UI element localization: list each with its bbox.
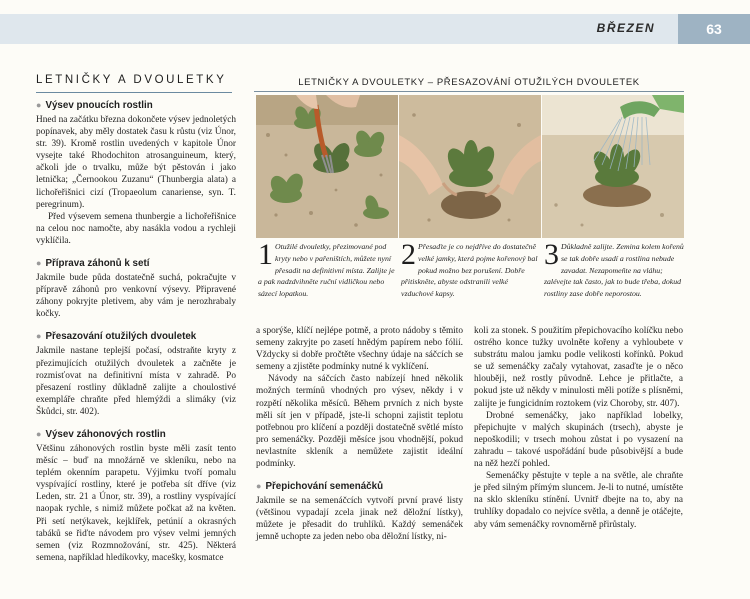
step-number: 1 bbox=[258, 238, 273, 271]
middle-text-column bbox=[256, 325, 463, 544]
bullet-icon: ● bbox=[36, 258, 42, 269]
paragraph: Jakmile nastane teplejší počasí, odstraňte kryty z přezimujících otužilých dvouletek a začněte je rozmisťovat na definitivní místa v zahradě. Po přesazení rostliny důkladně zalijte a choulostivé exempláře chraňte před hlemýždi a slimáky (viz Škůdci, str. 402). bbox=[36, 346, 236, 417]
step-number: 2 bbox=[401, 238, 416, 271]
section-title: LETNIČKY A DVOULETKY bbox=[36, 74, 232, 93]
bullet-icon: ● bbox=[36, 100, 42, 110]
paragraph: a sporýše, klíčí nejlépe potmě, a proto nádoby s těmito semeny zakryjte po zasetí hnědým papírem nebo fólií. Vždycky si dobře pročtěte všechny údaje na sáčcích se semeny a zjistěte podmínky nutné k vyklíčení. bbox=[256, 326, 463, 373]
page-number: 63 bbox=[706, 21, 722, 37]
illustration-lifting-plants bbox=[256, 95, 398, 238]
step-number: 3 bbox=[544, 238, 559, 271]
paragraph: koli za stonek. S použitím přepichovacího kolíčku nebo ostrého konce tužky uvolněte kořeny a vyhloubete v substrátu malou jamku podle velikosti kořínků. Pokud se už semenáčky začaly vytahovat, zasaďte je o něco hlouběji, než rostly původně. Lehce je přitlačte, a pokud jste už někdy v minulosti měli potíže s plísněmi, zalijte je fungicidním roztokem (viz Choroby, str. 407). bbox=[474, 326, 683, 409]
bullet-icon: ● bbox=[36, 428, 42, 439]
caption-step-1: 1 Otužilé dvouletky, přezimované pod kryty nebo v pařeništích, můžete nyní přesadit na definitivní místa. Zalijte je a pak nadzdvihněte ruční vidličkou nebo sázecí lopatkou. bbox=[258, 238, 395, 299]
running-head-month: BŘEZEN bbox=[596, 21, 655, 35]
figure-title: LETNIČKY A DVOULETKY – PŘESAZOVÁNÍ OTUŽILÝCH DVOULETEK bbox=[298, 77, 640, 88]
paragraph: Hned na začátku března dokončete výsev jednoletých popínavek, aby měly dostatek času k růstu (viz Únor, str. 39). Kromě rostlin uvedených v kapitole Únor vysejte také Rhodochiton atrosanguineum, který, ačkoli jde o trvalku, může být pěstován i jako letnička; „Černookou Zuzanu“ (Thunbergia alata) a lichořeřišnici cizí (Tropaeolum canariense, syn. T. peregrinum). bbox=[36, 115, 236, 210]
illustration-planting bbox=[399, 95, 541, 238]
caption-step-3: 3 Důkladně zalijte. Zemina kolem kořenů se tak dobře usadí a rostlina nebude zavadat. Nezapomeňte na vláhu; zalévejte tak často, jak to bude třeba, dokud rostliny zase dobře neporostou. bbox=[544, 238, 684, 299]
paragraph: Většinu záhonových rostlin byste měli zasít tento měsíc – buď na množárně ve skleníku, nebo na teplém okenním parapetu. Výjimku tvoří pomalu vyspívající rostliny, které je potřeba sít dříve (viz Leden, str. 21 a Únor, str. 39), a rostliny vyspívající naopak rychle, s nimiž můžete počkat až na květen. Při setí netýkavek, kejklířek, petúnií a okrasných tabáků se řiďte návodem pro výsev velmi jemných semen (viz Rozmnožování, str. 425). Některá semena, například hledíkovky, macešky, kosmatce bbox=[36, 443, 236, 563]
paragraph: Před výsevem semena thunbergie a lichořeřišnice na celou noc namočte, aby nasákla vodou a rychleji vyklíčila. bbox=[36, 211, 236, 246]
subheading: ● Příprava záhonů k setí bbox=[36, 258, 150, 270]
illustration-watering bbox=[542, 95, 684, 238]
subheading: ● Přepichování semenáčků bbox=[256, 481, 384, 493]
page-header bbox=[0, 0, 750, 44]
paragraph: Semenáčky pěstujte v teple a na světle, ale chraňte je před silným přímým sluncem. Je-li to nutné, umístěte na sklo skleníku stínění. Uvnitř dbejte na to, aby na truhlíky dopadalo co nejvíce světla, a denně je otáčejte, aby vám semenáčky rovnoměrně přirůstaly. bbox=[474, 471, 683, 530]
paragraph: Jakmile se na semenáčcích vytvoří první pravé listy (většinou vypadají zcela jinak než děložní lístky), můžete je přesadit do truhlíků. Každý semenáček jemně uchopte za jeden nebo oba děložní lístky, ni- bbox=[256, 496, 463, 543]
bullet-icon: ● bbox=[256, 481, 262, 492]
left-text-column bbox=[36, 99, 236, 564]
caption-step-2: 2 Přesaďte je co nejdříve do dostatečně velké jamky, která pojme kořenový bal pokud možno bez porušení. Dobře přitiskněte, abyste odstranili velké vzduchové kapsy. bbox=[401, 238, 538, 299]
paragraph: Drobné semenáčky, jako například lobelky, přepichujte v malých skupinách (trsech), abyste je nepoškodili; v trsech mohou zůstat i po vysazení na zahradu – takové uspořádání bude působivější a bude na něž hezčí pohled. bbox=[474, 410, 683, 470]
paragraph: Jakmile bude půda dostatečně suchá, pokračujte v přípravě záhonů pro venkovní výsevy. Připravené záhony pokryjte pletivem, aby vám je nerozhrabaly kočky. bbox=[36, 273, 236, 320]
subheading: ● Přesazování otužilých dvouletek bbox=[36, 331, 197, 343]
right-text-column bbox=[474, 325, 683, 531]
figure-rule bbox=[254, 91, 684, 92]
subheading: ● Výsev pnoucích rostlin bbox=[36, 100, 153, 111]
bullet-icon: ● bbox=[36, 331, 42, 342]
paragraph: Návody na sáčcích často nabízejí hned několik možných termínů vhodných pro výsev, někdy i v rozpětí několika měsíců. Během prvních z nich byste měli sít jen v případě, jste-li schopni zajistit teplotu potřebnou pro klíčení a později dostatečně světlé místo pro semenáčky. Později měsíce jsou vhodnější, pokud nevlastníte skleník a nemůžete zajistit ideální podmínky. bbox=[256, 374, 463, 470]
subheading: ● Výsev záhonových rostlin bbox=[36, 428, 166, 440]
